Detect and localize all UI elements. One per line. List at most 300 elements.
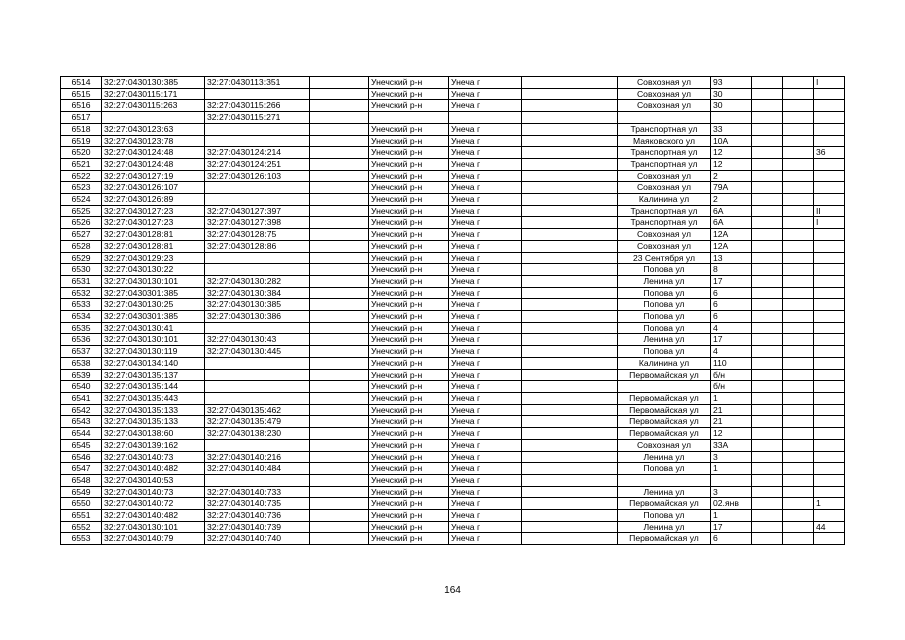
cell-blank-col-b bbox=[522, 369, 618, 381]
cell-row-number: 6552 bbox=[61, 521, 102, 533]
cell-cadastral-number: 32:27:0430128:81 bbox=[102, 240, 205, 252]
cell-blank-col-d bbox=[783, 392, 814, 404]
cell-blank-col-c bbox=[752, 369, 783, 381]
cell-town: Унеча г bbox=[449, 299, 522, 311]
cell-apartment bbox=[814, 135, 845, 147]
cell-street: Совхозная ул bbox=[618, 100, 711, 112]
cell-cadastral-number: 32:27:0430123:78 bbox=[102, 135, 205, 147]
cell-town: Унеча г bbox=[449, 229, 522, 241]
table-row bbox=[61, 451, 845, 463]
cell-house-number: 12А bbox=[711, 240, 752, 252]
cell-blank-col-b bbox=[522, 498, 618, 510]
cell-related-cadastral-number: 32:27:0430140:735 bbox=[205, 498, 310, 510]
cell-house-number: 2 bbox=[711, 170, 752, 182]
cell-street: Попова ул bbox=[618, 264, 711, 276]
cell-blank-col-a bbox=[310, 252, 369, 264]
cell-district: Унечский р-н bbox=[369, 334, 449, 346]
cell-blank-col-c bbox=[752, 311, 783, 323]
cell-blank-col-c bbox=[752, 510, 783, 522]
cell-related-cadastral-number bbox=[205, 194, 310, 206]
cell-blank-col-d bbox=[783, 170, 814, 182]
cell-cadastral-number: 32:27:0430135:133 bbox=[102, 416, 205, 428]
cell-street: Совхозная ул bbox=[618, 182, 711, 194]
cell-district: Унечский р-н bbox=[369, 147, 449, 159]
cell-blank-col-c bbox=[752, 112, 783, 124]
cell-row-number: 6529 bbox=[61, 252, 102, 264]
cell-district: Унечский р-н bbox=[369, 533, 449, 545]
cell-related-cadastral-number: 32:27:0430113:351 bbox=[205, 77, 310, 89]
cell-district: Унечский р-н bbox=[369, 521, 449, 533]
cell-cadastral-number: 32:27:0430126:89 bbox=[102, 194, 205, 206]
cell-row-number: 6516 bbox=[61, 100, 102, 112]
cell-cadastral-number: 32:27:0430130:25 bbox=[102, 299, 205, 311]
cell-related-cadastral-number: 32:27:0430128:86 bbox=[205, 240, 310, 252]
cell-blank-col-b bbox=[522, 346, 618, 358]
table-row bbox=[61, 311, 845, 323]
cell-street: Первомайская ул bbox=[618, 416, 711, 428]
cell-blank-col-c bbox=[752, 194, 783, 206]
cell-blank-col-d bbox=[783, 182, 814, 194]
cell-blank-col-a bbox=[310, 170, 369, 182]
cell-district: Унечский р-н bbox=[369, 451, 449, 463]
cell-town: Унеча г bbox=[449, 217, 522, 229]
cell-blank-col-c bbox=[752, 147, 783, 159]
cell-blank-col-d bbox=[783, 369, 814, 381]
cell-district: Унечский р-н bbox=[369, 217, 449, 229]
cell-district: Унечский р-н bbox=[369, 182, 449, 194]
cell-blank-col-b bbox=[522, 252, 618, 264]
cell-row-number: 6527 bbox=[61, 229, 102, 241]
cell-blank-col-c bbox=[752, 123, 783, 135]
cell-blank-col-c bbox=[752, 381, 783, 393]
cell-district: Унечский р-н bbox=[369, 463, 449, 475]
cell-apartment bbox=[814, 463, 845, 475]
cell-district: Унечский р-н bbox=[369, 346, 449, 358]
cell-street: Попова ул bbox=[618, 287, 711, 299]
cell-district: Унечский р-н bbox=[369, 299, 449, 311]
cell-related-cadastral-number: 32:27:0430128:75 bbox=[205, 229, 310, 241]
cell-blank-col-d bbox=[783, 217, 814, 229]
cell-cadastral-number: 32:27:0430140:53 bbox=[102, 474, 205, 486]
cell-related-cadastral-number bbox=[205, 123, 310, 135]
cell-apartment bbox=[814, 533, 845, 545]
cell-blank-col-a bbox=[310, 287, 369, 299]
cell-house-number: 6А bbox=[711, 205, 752, 217]
cell-street bbox=[618, 474, 711, 486]
cell-town: Унеча г bbox=[449, 334, 522, 346]
cell-blank-col-a bbox=[310, 322, 369, 334]
cell-blank-col-a bbox=[310, 346, 369, 358]
cell-related-cadastral-number: 32:27:0430130:43 bbox=[205, 334, 310, 346]
cell-related-cadastral-number bbox=[205, 88, 310, 100]
cell-related-cadastral-number bbox=[205, 252, 310, 264]
cell-street: Транспортная ул bbox=[618, 123, 711, 135]
cell-blank-col-b bbox=[522, 182, 618, 194]
cell-blank-col-d bbox=[783, 474, 814, 486]
cell-street: Первомайская ул bbox=[618, 533, 711, 545]
cell-district: Унечский р-н bbox=[369, 275, 449, 287]
cell-house-number: 12 bbox=[711, 428, 752, 440]
cell-row-number: 6544 bbox=[61, 428, 102, 440]
cell-row-number: 6547 bbox=[61, 463, 102, 475]
cell-street bbox=[618, 112, 711, 124]
cell-cadastral-number: 32:27:0430128:81 bbox=[102, 229, 205, 241]
cell-blank-col-a bbox=[310, 416, 369, 428]
cell-blank-col-a bbox=[310, 205, 369, 217]
table-row bbox=[61, 229, 845, 241]
cell-related-cadastral-number: 32:27:0430115:271 bbox=[205, 112, 310, 124]
cell-district: Унечский р-н bbox=[369, 322, 449, 334]
cell-row-number: 6528 bbox=[61, 240, 102, 252]
cell-blank-col-a bbox=[310, 486, 369, 498]
cell-blank-col-a bbox=[310, 275, 369, 287]
cell-district: Унечский р-н bbox=[369, 123, 449, 135]
cell-blank-col-d bbox=[783, 135, 814, 147]
cell-apartment bbox=[814, 264, 845, 276]
cell-apartment bbox=[814, 182, 845, 194]
table-row bbox=[61, 404, 845, 416]
cell-blank-col-a bbox=[310, 357, 369, 369]
cell-town: Унеча г bbox=[449, 392, 522, 404]
cell-district: Унечский р-н bbox=[369, 287, 449, 299]
cell-row-number: 6551 bbox=[61, 510, 102, 522]
cell-blank-col-d bbox=[783, 311, 814, 323]
cell-blank-col-a bbox=[310, 240, 369, 252]
cell-house-number: 6 bbox=[711, 299, 752, 311]
cell-blank-col-c bbox=[752, 240, 783, 252]
table-row bbox=[61, 217, 845, 229]
cell-apartment bbox=[814, 158, 845, 170]
table-row bbox=[61, 100, 845, 112]
cell-town: Унеча г bbox=[449, 451, 522, 463]
cell-blank-col-c bbox=[752, 275, 783, 287]
cell-district: Унечский р-н bbox=[369, 240, 449, 252]
cell-district: Унечский р-н bbox=[369, 486, 449, 498]
cell-blank-col-d bbox=[783, 334, 814, 346]
cell-street: Калинина ул bbox=[618, 194, 711, 206]
table-row bbox=[61, 486, 845, 498]
cell-row-number: 6514 bbox=[61, 77, 102, 89]
cell-blank-col-a bbox=[310, 428, 369, 440]
cell-district: Унечский р-н bbox=[369, 205, 449, 217]
cell-cadastral-number: 32:27:0430130:101 bbox=[102, 334, 205, 346]
cell-blank-col-a bbox=[310, 264, 369, 276]
table-row bbox=[61, 170, 845, 182]
cell-town: Унеча г bbox=[449, 287, 522, 299]
cell-house-number: 12 bbox=[711, 158, 752, 170]
cell-cadastral-number: 32:27:0430130:385 bbox=[102, 77, 205, 89]
cell-cadastral-number: 32:27:0430130:101 bbox=[102, 521, 205, 533]
cell-blank-col-c bbox=[752, 439, 783, 451]
cell-district: Унечский р-н bbox=[369, 170, 449, 182]
cell-related-cadastral-number: 32:27:0430140:216 bbox=[205, 451, 310, 463]
cell-blank-col-d bbox=[783, 112, 814, 124]
cell-town: Унеча г bbox=[449, 322, 522, 334]
cell-blank-col-d bbox=[783, 229, 814, 241]
cell-related-cadastral-number: 32:27:0430130:445 bbox=[205, 346, 310, 358]
cell-blank-col-b bbox=[522, 88, 618, 100]
cell-related-cadastral-number bbox=[205, 264, 310, 276]
cell-blank-col-c bbox=[752, 252, 783, 264]
cell-cadastral-number: 32:27:0430130:101 bbox=[102, 275, 205, 287]
table-row bbox=[61, 334, 845, 346]
cell-related-cadastral-number: 32:27:0430124:251 bbox=[205, 158, 310, 170]
cell-street: Попова ул bbox=[618, 510, 711, 522]
table-row bbox=[61, 533, 845, 545]
cell-blank-col-d bbox=[783, 486, 814, 498]
cell-district: Унечский р-н bbox=[369, 311, 449, 323]
cell-blank-col-b bbox=[522, 392, 618, 404]
cell-blank-col-c bbox=[752, 521, 783, 533]
cell-blank-col-b bbox=[522, 474, 618, 486]
cell-apartment: I bbox=[814, 77, 845, 89]
cell-apartment bbox=[814, 287, 845, 299]
cell-blank-col-b bbox=[522, 229, 618, 241]
cell-row-number: 6549 bbox=[61, 486, 102, 498]
cell-town: Унеча г bbox=[449, 88, 522, 100]
cell-blank-col-a bbox=[310, 112, 369, 124]
cell-cadastral-number: 32:27:0430140:79 bbox=[102, 533, 205, 545]
cell-street: Калинина ул bbox=[618, 357, 711, 369]
table-row bbox=[61, 240, 845, 252]
cell-blank-col-a bbox=[310, 77, 369, 89]
cell-town: Унеча г bbox=[449, 100, 522, 112]
cell-blank-col-b bbox=[522, 287, 618, 299]
cell-row-number: 6539 bbox=[61, 369, 102, 381]
table-row bbox=[61, 357, 845, 369]
cell-house-number: 17 bbox=[711, 275, 752, 287]
cell-street: Совхозная ул bbox=[618, 229, 711, 241]
cell-row-number: 6533 bbox=[61, 299, 102, 311]
cell-town: Унеча г bbox=[449, 357, 522, 369]
cell-blank-col-a bbox=[310, 369, 369, 381]
cell-town: Унеча г bbox=[449, 486, 522, 498]
cell-blank-col-d bbox=[783, 357, 814, 369]
cell-blank-col-d bbox=[783, 346, 814, 358]
cell-district: Унечский р-н bbox=[369, 158, 449, 170]
cell-cadastral-number: 32:27:0430115:263 bbox=[102, 100, 205, 112]
cell-row-number: 6538 bbox=[61, 357, 102, 369]
cell-house-number: 30 bbox=[711, 100, 752, 112]
cell-related-cadastral-number: 32:27:0430140:739 bbox=[205, 521, 310, 533]
cell-town: Унеча г bbox=[449, 240, 522, 252]
cell-house-number: 2 bbox=[711, 194, 752, 206]
cell-town: Унеча г bbox=[449, 158, 522, 170]
cell-cadastral-number: 32:27:0430127:23 bbox=[102, 217, 205, 229]
cell-blank-col-b bbox=[522, 77, 618, 89]
cell-blank-col-a bbox=[310, 135, 369, 147]
cell-blank-col-d bbox=[783, 533, 814, 545]
cell-town: Унеча г bbox=[449, 498, 522, 510]
cell-related-cadastral-number: 32:27:0430130:386 bbox=[205, 311, 310, 323]
cell-blank-col-c bbox=[752, 463, 783, 475]
cell-street: Ленина ул bbox=[618, 486, 711, 498]
cell-blank-col-d bbox=[783, 88, 814, 100]
cell-district: Унечский р-н bbox=[369, 381, 449, 393]
cell-blank-col-d bbox=[783, 194, 814, 206]
cell-row-number: 6531 bbox=[61, 275, 102, 287]
cell-house-number: 3 bbox=[711, 486, 752, 498]
table-row bbox=[61, 182, 845, 194]
cell-blank-col-b bbox=[522, 217, 618, 229]
cell-town: Унеча г bbox=[449, 194, 522, 206]
cell-district bbox=[369, 112, 449, 124]
cell-apartment bbox=[814, 240, 845, 252]
cell-district: Унечский р-н bbox=[369, 392, 449, 404]
cell-town: Унеча г bbox=[449, 205, 522, 217]
cell-district: Унечский р-н bbox=[369, 100, 449, 112]
cell-row-number: 6515 bbox=[61, 88, 102, 100]
table-row bbox=[61, 158, 845, 170]
cell-related-cadastral-number: 32:27:0430127:398 bbox=[205, 217, 310, 229]
cell-related-cadastral-number: 32:27:0430124:214 bbox=[205, 147, 310, 159]
cell-blank-col-b bbox=[522, 311, 618, 323]
cell-house-number: 6А bbox=[711, 217, 752, 229]
cell-row-number: 6553 bbox=[61, 533, 102, 545]
cell-row-number: 6526 bbox=[61, 217, 102, 229]
cell-blank-col-a bbox=[310, 381, 369, 393]
table-row bbox=[61, 77, 845, 89]
table-row bbox=[61, 439, 845, 451]
cell-blank-col-a bbox=[310, 123, 369, 135]
cell-district: Унечский р-н bbox=[369, 264, 449, 276]
cell-house-number: 6 bbox=[711, 533, 752, 545]
cell-town: Унеча г bbox=[449, 311, 522, 323]
cell-street: Совхозная ул bbox=[618, 240, 711, 252]
cell-row-number: 6520 bbox=[61, 147, 102, 159]
cell-apartment bbox=[814, 322, 845, 334]
cell-cadastral-number: 32:27:0430134:140 bbox=[102, 357, 205, 369]
cell-related-cadastral-number: 32:27:0430126:103 bbox=[205, 170, 310, 182]
cell-apartment bbox=[814, 100, 845, 112]
cell-town: Унеча г bbox=[449, 346, 522, 358]
cell-blank-col-a bbox=[310, 334, 369, 346]
table-row bbox=[61, 521, 845, 533]
cell-cadastral-number: 32:27:0430138:60 bbox=[102, 428, 205, 440]
cell-street bbox=[618, 381, 711, 393]
table-row bbox=[61, 205, 845, 217]
cell-blank-col-d bbox=[783, 264, 814, 276]
cell-cadastral-number: 32:27:0430135:144 bbox=[102, 381, 205, 393]
cell-town: Унеча г bbox=[449, 428, 522, 440]
cell-row-number: 6540 bbox=[61, 381, 102, 393]
cell-related-cadastral-number bbox=[205, 135, 310, 147]
cell-house-number: 13 bbox=[711, 252, 752, 264]
cell-blank-col-d bbox=[783, 451, 814, 463]
cell-district: Унечский р-н bbox=[369, 194, 449, 206]
cell-blank-col-b bbox=[522, 112, 618, 124]
table-row bbox=[61, 392, 845, 404]
cell-blank-col-a bbox=[310, 533, 369, 545]
cell-row-number: 6541 bbox=[61, 392, 102, 404]
cell-cadastral-number: 32:27:0430301:385 bbox=[102, 287, 205, 299]
table-row bbox=[61, 135, 845, 147]
table-row bbox=[61, 498, 845, 510]
cell-blank-col-d bbox=[783, 275, 814, 287]
cell-blank-col-b bbox=[522, 357, 618, 369]
table-row bbox=[61, 299, 845, 311]
cell-house-number: 17 bbox=[711, 521, 752, 533]
cell-blank-col-b bbox=[522, 194, 618, 206]
cell-related-cadastral-number: 32:27:0430140:733 bbox=[205, 486, 310, 498]
cell-row-number: 6543 bbox=[61, 416, 102, 428]
cell-blank-col-d bbox=[783, 416, 814, 428]
cell-street: Попова ул bbox=[618, 299, 711, 311]
cell-row-number: 6519 bbox=[61, 135, 102, 147]
cell-related-cadastral-number bbox=[205, 369, 310, 381]
cell-cadastral-number: 32:27:0430127:23 bbox=[102, 205, 205, 217]
cell-related-cadastral-number: 32:27:0430130:384 bbox=[205, 287, 310, 299]
cell-town: Унеча г bbox=[449, 474, 522, 486]
cell-blank-col-c bbox=[752, 77, 783, 89]
cell-blank-col-b bbox=[522, 264, 618, 276]
cell-blank-col-b bbox=[522, 170, 618, 182]
table-row bbox=[61, 346, 845, 358]
cell-cadastral-number: 32:27:0430140:482 bbox=[102, 463, 205, 475]
cell-town: Унеча г bbox=[449, 369, 522, 381]
cell-blank-col-b bbox=[522, 381, 618, 393]
cell-street: Транспортная ул bbox=[618, 158, 711, 170]
cell-blank-col-b bbox=[522, 100, 618, 112]
cell-cadastral-number: 32:27:0430139:162 bbox=[102, 439, 205, 451]
cell-blank-col-a bbox=[310, 88, 369, 100]
cell-row-number: 6546 bbox=[61, 451, 102, 463]
cell-blank-col-c bbox=[752, 404, 783, 416]
cell-blank-col-b bbox=[522, 123, 618, 135]
cell-street: Совхозная ул bbox=[618, 77, 711, 89]
table-row bbox=[61, 474, 845, 486]
cell-blank-col-a bbox=[310, 521, 369, 533]
cell-street: Ленина ул bbox=[618, 275, 711, 287]
cell-cadastral-number: 32:27:0430135:443 bbox=[102, 392, 205, 404]
cell-street: Первомайская ул bbox=[618, 498, 711, 510]
cell-blank-col-c bbox=[752, 205, 783, 217]
cell-cadastral-number: 32:27:0430135:133 bbox=[102, 404, 205, 416]
cell-apartment bbox=[814, 416, 845, 428]
cell-blank-col-b bbox=[522, 533, 618, 545]
table-row bbox=[61, 264, 845, 276]
cell-row-number: 6534 bbox=[61, 311, 102, 323]
cell-house-number: 02.янв bbox=[711, 498, 752, 510]
table-row bbox=[61, 416, 845, 428]
cell-blank-col-d bbox=[783, 498, 814, 510]
cell-blank-col-c bbox=[752, 392, 783, 404]
cell-town: Унеча г bbox=[449, 252, 522, 264]
cell-blank-col-a bbox=[310, 392, 369, 404]
cell-blank-col-a bbox=[310, 498, 369, 510]
cell-blank-col-b bbox=[522, 510, 618, 522]
cell-blank-col-d bbox=[783, 439, 814, 451]
cell-blank-col-b bbox=[522, 205, 618, 217]
table-row bbox=[61, 463, 845, 475]
cell-town: Унеча г bbox=[449, 439, 522, 451]
cell-street: Ленина ул bbox=[618, 334, 711, 346]
cell-district: Унечский р-н bbox=[369, 369, 449, 381]
cell-related-cadastral-number bbox=[205, 182, 310, 194]
cell-blank-col-b bbox=[522, 451, 618, 463]
cell-related-cadastral-number bbox=[205, 474, 310, 486]
cell-row-number: 6550 bbox=[61, 498, 102, 510]
cell-apartment bbox=[814, 334, 845, 346]
cell-cadastral-number: 32:27:0430115:171 bbox=[102, 88, 205, 100]
cell-blank-col-d bbox=[783, 428, 814, 440]
cell-blank-col-c bbox=[752, 182, 783, 194]
cell-district: Унечский р-н bbox=[369, 498, 449, 510]
cell-cadastral-number: 32:27:0430130:22 bbox=[102, 264, 205, 276]
cell-blank-col-c bbox=[752, 170, 783, 182]
cell-blank-col-b bbox=[522, 334, 618, 346]
cell-blank-col-d bbox=[783, 463, 814, 475]
